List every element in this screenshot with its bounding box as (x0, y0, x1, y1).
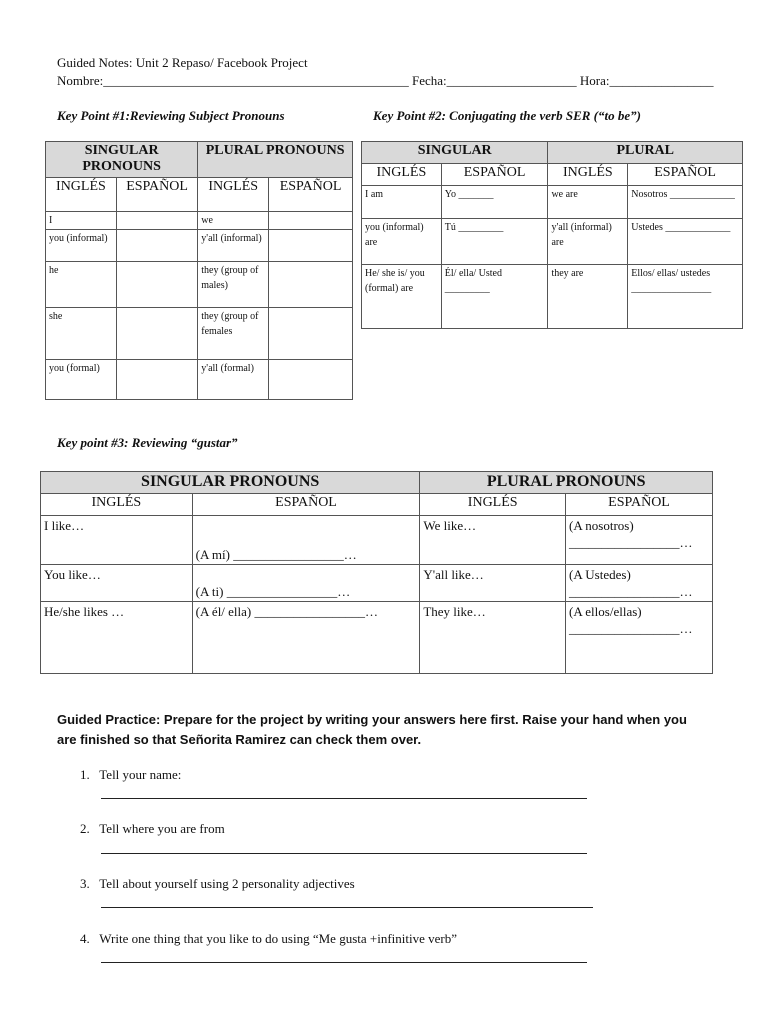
table-row (46, 262, 353, 308)
table-cell[interactable] (116, 360, 197, 400)
table3-col-ingles: INGLÉS (41, 494, 193, 516)
answer-line-2[interactable] (101, 853, 587, 854)
table-cell[interactable]: (A nosotros) _________________… (566, 516, 713, 565)
table-cell[interactable] (116, 262, 197, 308)
table-cell: We like… (420, 516, 566, 565)
table-row (46, 308, 353, 360)
table-cell[interactable] (116, 308, 197, 360)
table-cell: y'all (informal) are (548, 219, 628, 265)
question-4 (80, 930, 457, 948)
table-cell[interactable] (269, 308, 353, 360)
table-cell[interactable]: Ustedes _____________ (628, 219, 743, 265)
table2-singular-header: SINGULAR (362, 142, 548, 164)
table2-col-espanol-plural: ESPAÑOL (628, 164, 743, 186)
table-cell[interactable] (269, 230, 353, 262)
table-row (41, 565, 713, 602)
table-row (41, 602, 713, 674)
table-cell: he (46, 262, 117, 308)
question-number: 2. (80, 821, 90, 836)
table-cell: I am (362, 186, 442, 219)
table-row (46, 230, 353, 262)
table1-col-ingles-plural: INGLÉS (198, 178, 269, 212)
question-number: 3. (80, 876, 90, 891)
table-row (362, 186, 743, 219)
key-point-2-title: Key Point #2: Conjugating the verb SER (“to be”) (373, 108, 641, 123)
table-cell: she (46, 308, 117, 360)
table1-col-espanol-plural: ESPAÑOL (269, 178, 353, 212)
table-row (41, 516, 713, 565)
table-cell[interactable]: Nosotros _____________ (628, 186, 743, 219)
table-row (46, 360, 353, 400)
table1-col-ingles: INGLÉS (46, 178, 117, 212)
table-cell: They like… (420, 602, 566, 674)
question-1 (80, 766, 181, 784)
table1-plural-header: PLURAL PRONOUNS (198, 142, 353, 178)
table2-col-ingles-plural: INGLÉS (548, 164, 628, 186)
table2-plural-header: PLURAL (548, 142, 743, 164)
table-cell[interactable]: (A Ustedes) _________________… (566, 565, 713, 602)
answer-line-3[interactable] (101, 907, 593, 908)
question-number: 4. (80, 931, 90, 946)
question-number: 1. (80, 767, 90, 782)
gustar-table (40, 471, 713, 674)
table-row (46, 212, 353, 230)
table-cell: You like… (41, 565, 193, 602)
table-cell[interactable]: (A él/ ella) _________________… (192, 602, 420, 674)
table-cell[interactable]: (A mí) _________________… (192, 516, 420, 565)
table2-col-espanol: ESPAÑOL (441, 164, 548, 186)
table1-singular-header: SINGULAR PRONOUNS (46, 142, 198, 178)
table-cell: Y'all like… (420, 565, 566, 602)
table-cell: you (formal) (46, 360, 117, 400)
table-cell[interactable] (269, 360, 353, 400)
table-cell: you (informal) are (362, 219, 442, 265)
table-cell: I like… (41, 516, 193, 565)
table-cell[interactable]: (A ti) _________________… (192, 565, 420, 602)
table-cell[interactable]: Ellos/ ellas/ ustedes ________________ (628, 265, 743, 329)
fecha-blank[interactable]: ____________________ (446, 73, 577, 88)
table-cell: He/ she is/ you (formal) are (362, 265, 442, 329)
table-cell: He/she likes … (41, 602, 193, 674)
ser-conjugation-table (361, 141, 743, 329)
table3-col-espanol: ESPAÑOL (192, 494, 420, 516)
question-2 (80, 820, 225, 838)
fecha-label: Fecha: (411, 73, 447, 88)
table-cell: we are (548, 186, 628, 219)
nombre-blank[interactable]: _______________________________________________ (103, 73, 409, 88)
table-cell[interactable]: Tú _________ (441, 219, 548, 265)
table-cell[interactable]: Él/ ella/ Usted _________ (441, 265, 548, 329)
table-cell: they are (548, 265, 628, 329)
subject-pronouns-table (45, 141, 353, 400)
answer-line-4[interactable] (101, 962, 587, 963)
question-text: Tell your name: (99, 767, 182, 782)
table-cell[interactable] (116, 230, 197, 262)
answer-line-1[interactable] (101, 798, 587, 799)
table-cell: they (group of females (198, 308, 269, 360)
table-cell: you (informal) (46, 230, 117, 262)
header-fields (57, 71, 713, 90)
question-3 (80, 875, 355, 893)
hora-label: Hora: (579, 73, 610, 88)
table-cell[interactable] (116, 212, 197, 230)
hora-blank[interactable]: ________________ (609, 73, 714, 88)
table-cell: y'all (informal) (198, 230, 269, 262)
table-cell[interactable]: Yo _______ (441, 186, 548, 219)
table3-col-espanol-plural: ESPAÑOL (566, 494, 713, 516)
question-text: Write one thing that you like to do using “Me gusta +infinitive verb” (99, 931, 458, 946)
document-title: Guided Notes: Unit 2 Repaso/ Facebook Project (57, 55, 308, 70)
table2-col-ingles: INGLÉS (362, 164, 442, 186)
table-row (362, 219, 743, 265)
table-cell: y'all (formal) (198, 360, 269, 400)
table-cell: they (group of males) (198, 262, 269, 308)
table-cell: I (46, 212, 117, 230)
table-cell: we (198, 212, 269, 230)
key-point-1-title: Key Point #1:Reviewing Subject Pronouns (57, 108, 285, 123)
table3-col-ingles-plural: INGLÉS (420, 494, 566, 516)
table3-singular-header: SINGULAR PRONOUNS (41, 472, 420, 494)
table3-plural-header: PLURAL PRONOUNS (420, 472, 713, 494)
nombre-label: Nombre: (57, 73, 104, 88)
guided-practice-intro: Guided Practice: Prepare for the project by writing your answers here first. Raise your hand when you are finished so that Señorita Ramirez can check them over. (57, 712, 687, 747)
question-text: Tell about yourself using 2 personality adjectives (99, 876, 355, 891)
table-row (362, 265, 743, 329)
question-text: Tell where you are from (99, 821, 225, 836)
table-cell[interactable] (269, 212, 353, 230)
table-cell[interactable]: (A ellos/ellas) _________________… (566, 602, 713, 674)
table-cell[interactable] (269, 262, 353, 308)
key-point-3-title: Key point #3: Reviewing “gustar” (57, 435, 238, 450)
table1-col-espanol: ESPAÑOL (116, 178, 197, 212)
